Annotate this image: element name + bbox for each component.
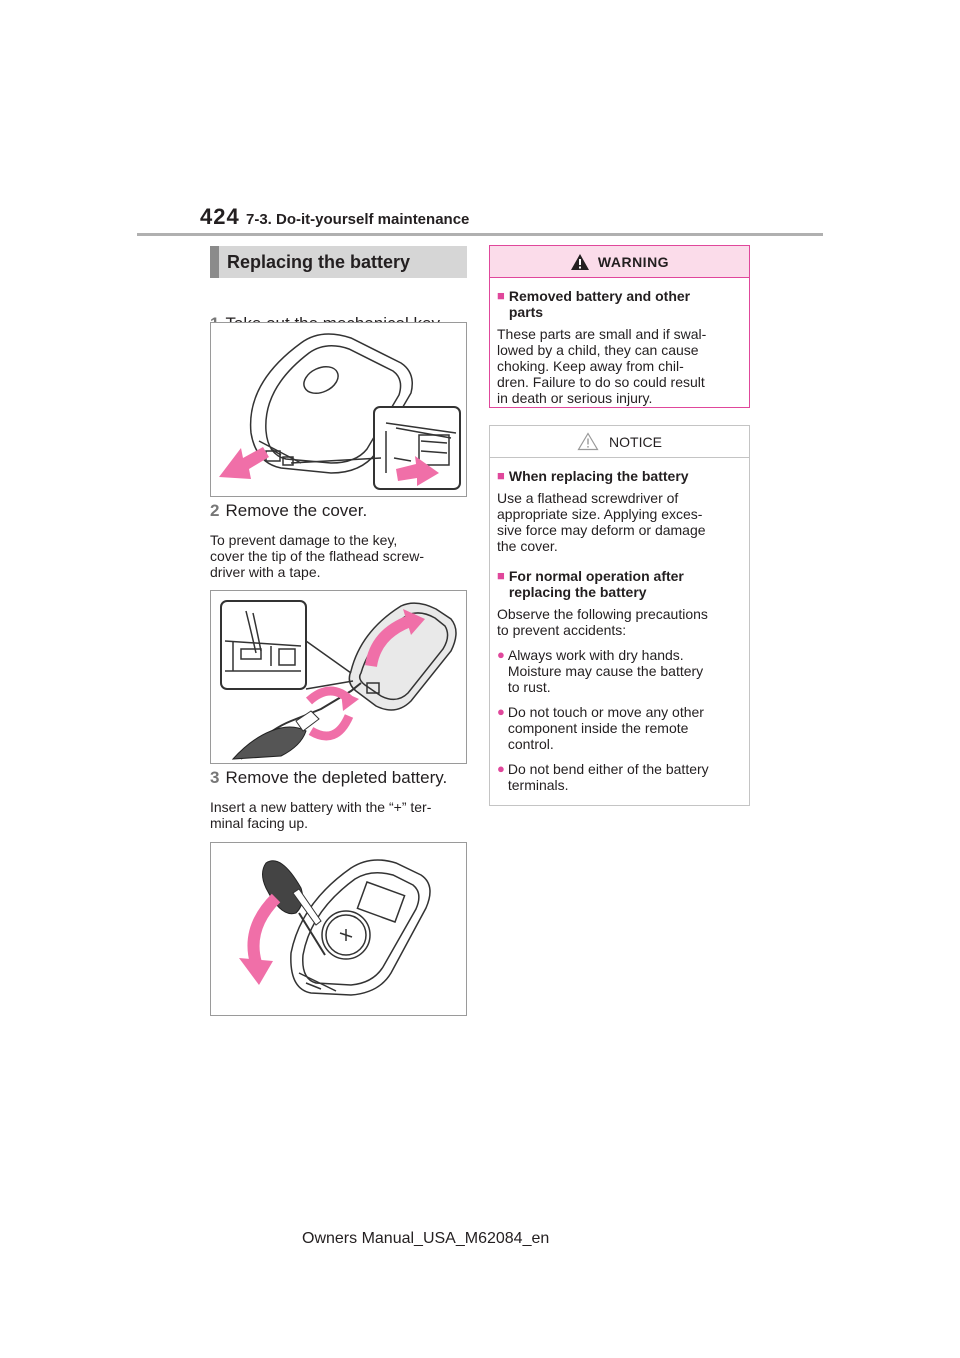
- notice-subheading-1: [497, 468, 743, 484]
- note-line: cover the tip of the flathead screw-: [210, 548, 424, 564]
- square-bullet-icon: ■: [497, 288, 505, 303]
- step-3-note: [210, 799, 466, 831]
- caution-triangle-icon: [577, 432, 599, 451]
- notice-subheading-2: [497, 568, 743, 600]
- body-line: sive force may deform or damage: [497, 522, 706, 538]
- header-divider: [137, 233, 823, 236]
- subheading-line: Removed battery and other: [508, 288, 691, 304]
- body-line: in death or serious injury.: [497, 390, 653, 406]
- round-bullet-icon: ●: [497, 704, 505, 719]
- subheading-line: When replacing the battery: [508, 468, 689, 484]
- notice-title: NOTICE: [609, 433, 662, 450]
- subheading-line: For normal operation after: [508, 568, 684, 584]
- notice-body-2: [497, 606, 743, 638]
- body-line: dren. Failure to do so could result: [497, 374, 705, 390]
- page-number: 424: [200, 204, 240, 229]
- figure-remove-key: [210, 322, 467, 497]
- round-bullet-icon: ●: [497, 647, 505, 662]
- warning-title: WARNING: [597, 253, 670, 270]
- figure-remove-cover: [210, 590, 467, 764]
- key-fob-illustration: [211, 323, 467, 497]
- notice-header: [490, 426, 749, 458]
- section-heading: Replacing the battery: [210, 246, 467, 278]
- step-text: Remove the depleted battery.: [225, 768, 448, 787]
- note-line: Insert a new battery with the “+” ter-: [210, 799, 432, 815]
- note-line: driver with a tape.: [210, 564, 321, 580]
- figure-remove-battery: [210, 842, 467, 1016]
- body-line: to prevent accidents:: [497, 622, 627, 638]
- subheading-line: replacing the battery: [508, 584, 647, 600]
- notice-bullet-2: [497, 704, 743, 752]
- bullet-line: to rust.: [507, 679, 551, 695]
- square-bullet-icon: ■: [497, 468, 505, 483]
- bullet-line: Do not bend either of the battery: [507, 761, 709, 777]
- round-bullet-icon: ●: [497, 761, 505, 776]
- square-bullet-icon: ■: [497, 568, 505, 583]
- step-number: 2: [210, 501, 220, 520]
- notice-box: [489, 425, 750, 806]
- body-line: Use a flathead screwdriver of: [497, 490, 679, 506]
- body-line: choking. Keep away from chil-: [497, 358, 684, 374]
- warning-subheading: [497, 288, 743, 320]
- warning-box: [489, 245, 750, 408]
- note-line: minal facing up.: [210, 815, 309, 831]
- step-2: [210, 501, 367, 521]
- footer-doc-id: Owners Manual_USA_M62084_en: [302, 1230, 550, 1247]
- warning-triangle-icon: [570, 253, 590, 271]
- section-title: 7-3. Do-it-yourself maintenance: [246, 211, 470, 228]
- warning-header: [490, 246, 749, 278]
- step-number: 3: [210, 768, 220, 787]
- body-line: the cover.: [497, 538, 558, 554]
- subheading-line: parts: [508, 304, 544, 320]
- body-line: appropriate size. Applying exces-: [497, 506, 703, 522]
- step-2-note: [210, 532, 466, 580]
- bullet-line: component inside the remote: [507, 720, 689, 736]
- note-line: To prevent damage to the key,: [210, 532, 398, 548]
- body-line: Observe the following precautions: [497, 606, 708, 622]
- warning-body: [497, 326, 743, 406]
- body-line: These parts are small and if swal-: [497, 326, 707, 342]
- screwdriver-illustration: [211, 591, 467, 764]
- body-line: lowed by a child, they can cause: [497, 342, 699, 358]
- bullet-line: Always work with dry hands.: [507, 647, 684, 663]
- notice-body-1: [497, 490, 743, 554]
- bullet-line: terminals.: [507, 777, 569, 793]
- step-text: Remove the cover.: [225, 501, 368, 520]
- bullet-line: control.: [507, 736, 554, 752]
- battery-illustration: [211, 843, 467, 1016]
- step-3: [210, 768, 447, 788]
- notice-bullet-1: [497, 647, 743, 695]
- notice-bullet-3: [497, 761, 743, 793]
- bullet-line: Do not touch or move any other: [507, 704, 704, 720]
- bullet-line: Moisture may cause the battery: [507, 663, 704, 679]
